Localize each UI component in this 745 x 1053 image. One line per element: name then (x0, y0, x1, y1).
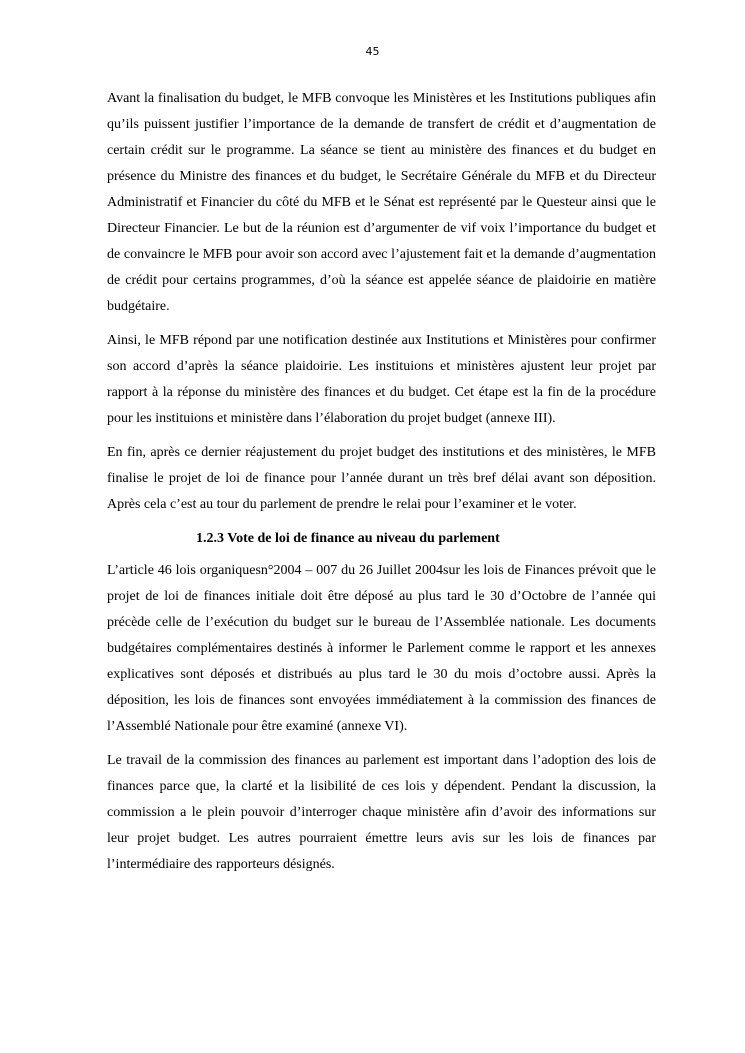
paragraph-plaidoirie: Avant la finalisation du budget, le MFB convoque les Ministères et les Institutions publiques afin qu’ils puissent justifier l’importance de la demande de transfert de crédit et d’augmentation de certain crédit sur le programme. La séance se tient au ministère des finances et du budget en présence du Ministre des finances et du budget, le Secrétaire Générale du MFB et du Directeur Administratif et Financier du côté du MFB et le Sénat est représenté par le Questeur ainsi que le Directeur Financier. Le but de la réunion est d’argumenter de vif voix l’importance du budget et de convaincre le MFB pour avoir son accord avec l’ajustement fait et la demande d’augmentation de crédit pour certains programmes, d’où la séance est appelée séance de plaidoirie en matière budgétaire. (107, 91, 656, 314)
section-heading: 1.2.3 Vote de loi de finance au niveau du parlement (196, 531, 500, 546)
paragraph-finalisation: En fin, après ce dernier réajustement du projet budget des institutions et des ministères, le MFB finalise le projet de loi de finance pour l’année durant un très bref délai avant son déposition. Après cela c’est au tour du parlement de prendre le relai pour l’examiner et le voter. (107, 445, 656, 512)
paragraph-article-46: L’article 46 lois organiquesn°2004 – 007 du 26 Juillet 2004sur les lois de Finances prévoit que le projet de loi de finances initiale doit être déposé au plus tard le 30 d’Octobre de l’année qui précède celle de l’exécution du budget sur le bureau de l’Assemblée nationale. Les documents budgétaires complémentaires destinés à informer le Parlement comme le rapport et les annexes explicatives sont déposés et distribués au plus tard le 30 du mois d’octobre aussi. Après la déposition, les lois de finances sont envoyées immédiatement à la commission des finances de l’Assemblé Nationale pour être examiné (annexe VI). (107, 563, 656, 734)
paragraph-notification: Ainsi, le MFB répond par une notification destinée aux Institutions et Ministères pour confirmer son accord d’après la séance plaidoirie. Les instituions et ministères ajustent leur projet par rapport à la réponse du ministère des finances et du budget. Cet étape est la fin de la procédure pour les instituions et ministère dans l’élaboration du projet budget (annexe III). (107, 333, 656, 426)
paragraph-commission: Le travail de la commission des finances au parlement est important dans l’adoption des lois de finances parce que, la clarté et la lisibilité de ces lois y dépendent. Pendant la discussion, la commission a le plein pouvoir d’interroger chaque ministère afin d’avoir des informations sur leur projet budget. Les autres pourraient émettre leurs avis sur les lois de finances par l’intermédiaire des rapporteurs désignés. (107, 753, 656, 872)
page-number: 45 (365, 45, 380, 58)
document-body (107, 86, 656, 886)
